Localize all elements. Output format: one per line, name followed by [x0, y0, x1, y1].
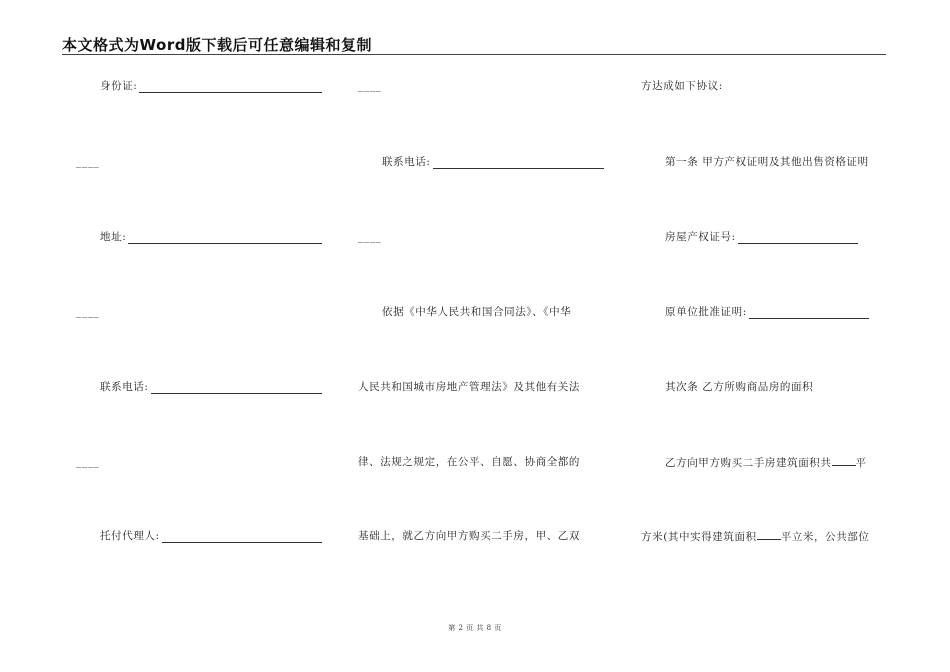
paragraph-line: 律、法规之规定，在公平、自愿、协商全都的: [358, 456, 580, 468]
paragraph-line: 人民共和国城市房地产管理法》及其他有关法: [358, 381, 580, 393]
phone-blank: [433, 158, 604, 169]
phone-field: [358, 155, 628, 169]
approval-cert-label: 原单位批准证明:: [665, 306, 747, 318]
address-blank: [128, 233, 322, 244]
id-card-blank: [139, 82, 322, 93]
blank-line: [358, 230, 628, 244]
blank-line: [76, 155, 346, 169]
area-text-end: 平: [855, 457, 867, 469]
paragraph-line: 方达成如下协议:: [641, 80, 723, 92]
blank-line: [358, 79, 628, 93]
phone-label: 联系电话:: [382, 156, 431, 168]
underline-blank: ____: [76, 456, 100, 468]
agent-blank: [162, 532, 322, 543]
property-cert-blank: [738, 233, 858, 244]
page-number: 第 2 页 共 8 页: [448, 624, 502, 632]
approval-cert-blank: [749, 308, 869, 319]
id-card-field: [76, 79, 346, 93]
area-detail-text-end: 平立米，公共部位: [780, 531, 870, 543]
column-3: [641, 0, 911, 672]
phone-label: 联系电话:: [100, 381, 149, 393]
approval-cert-field: [641, 305, 911, 319]
column-2: [358, 0, 628, 672]
id-card-label: 身份证:: [100, 80, 138, 92]
underline-blank: ____: [76, 306, 100, 318]
area-detail-blank: [757, 529, 781, 540]
underline-blank: ____: [358, 231, 382, 243]
property-cert-label: 房屋产权证号:: [665, 231, 736, 243]
area-detail-text: 方米(其中实得建筑面积: [641, 531, 757, 543]
phone-blank: [151, 383, 322, 394]
article-1-heading: 第一条 甲方产权证明及其他出售资格证明: [665, 156, 869, 168]
area-text: 乙方向甲方购买二手房建筑面积共: [665, 457, 832, 469]
phone-field: [76, 380, 346, 394]
header-title: 本文格式为Word版下载后可任意编辑和复制: [62, 36, 372, 54]
property-cert-field: [641, 230, 911, 244]
article-2-heading: 其次条 乙方所购商品房的面积: [665, 381, 814, 393]
blank-line: [76, 455, 346, 469]
area-detail-line: [641, 529, 911, 544]
agent-field: [76, 529, 346, 543]
address-label: 地址:: [100, 231, 127, 243]
blank-line: [76, 305, 346, 319]
area-line: [641, 455, 911, 470]
area-blank: [832, 455, 856, 466]
agent-label: 托付代理人:: [100, 530, 160, 542]
underline-blank: ____: [76, 156, 100, 168]
underline-blank: ____: [358, 80, 382, 92]
paragraph-line: 基础上，就乙方向甲方购买二手房，甲、乙双: [358, 530, 580, 542]
address-field: [76, 230, 346, 244]
paragraph-line: 依据《中华人民共和国合同法》、《中华: [382, 306, 572, 318]
column-1: [76, 0, 346, 672]
